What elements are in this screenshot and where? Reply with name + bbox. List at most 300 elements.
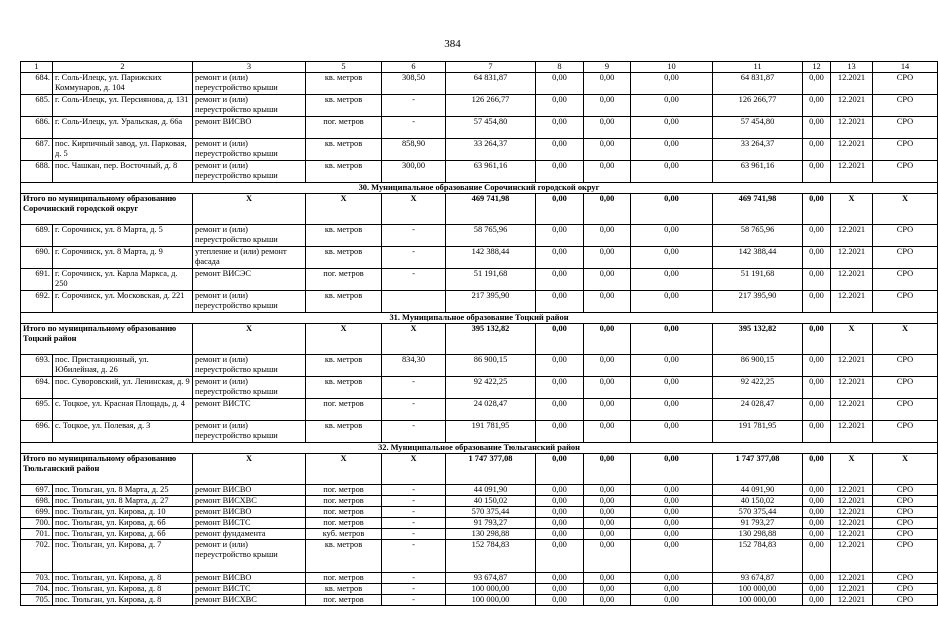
table-row: [21, 377, 938, 399]
method: СРО: [873, 540, 938, 573]
section-header-row: [21, 443, 938, 454]
cell: 100 000,00: [713, 595, 803, 606]
cell: 0,00: [803, 225, 831, 247]
table-row: [21, 507, 938, 518]
table-row: [21, 269, 938, 291]
cell: 0,00: [631, 584, 713, 595]
cell: 0,00: [536, 595, 584, 606]
total-cost: 130 298,88: [446, 529, 536, 540]
total-cell: X: [193, 194, 306, 225]
cell: 64 831,87: [713, 73, 803, 95]
quantity: [382, 291, 446, 313]
cell: 0,00: [536, 529, 584, 540]
deadline: 12.2021: [831, 355, 873, 377]
work-type: ремонт ВИСЭС: [193, 269, 306, 291]
cell: 0,00: [584, 73, 631, 95]
row-number: 691.: [21, 269, 53, 291]
total-cell: 1 747 377,08: [713, 454, 803, 485]
deadline: 12.2021: [831, 161, 873, 183]
total-cost: 92 422,25: [446, 377, 536, 399]
unit: пог. метров: [306, 573, 382, 584]
cell: 0,00: [631, 485, 713, 496]
cell: 63 961,16: [713, 161, 803, 183]
work-type: ремонт и (или) переустройство крыши: [193, 95, 306, 117]
quantity: -: [382, 529, 446, 540]
section-header-row: [21, 313, 938, 324]
total-cost: 24 028,47: [446, 399, 536, 421]
cell: 0,00: [631, 518, 713, 529]
cell: 40 150,02: [713, 496, 803, 507]
method: СРО: [873, 399, 938, 421]
cell: 0,00: [584, 507, 631, 518]
unit: кв. метров: [306, 540, 382, 573]
address: пос. Пристанционный, ул. Юбилейная, д. 26: [53, 355, 193, 377]
work-type: ремонт и (или) переустройство крыши: [193, 355, 306, 377]
cell: 0,00: [803, 540, 831, 573]
section-header-row: [21, 183, 938, 194]
row-number: 701.: [21, 529, 53, 540]
method: СРО: [873, 507, 938, 518]
deadline: 12.2021: [831, 584, 873, 595]
unit: кв. метров: [306, 139, 382, 161]
unit: кв. метров: [306, 95, 382, 117]
cell: 0,00: [803, 291, 831, 313]
total-cell: 395 132,82: [713, 324, 803, 355]
cell: 0,00: [536, 225, 584, 247]
method: СРО: [873, 573, 938, 584]
total-cell: X: [193, 454, 306, 485]
cell: 0,00: [631, 595, 713, 606]
column-header: 7: [446, 62, 536, 73]
cell: 0,00: [631, 73, 713, 95]
unit: пог. метров: [306, 518, 382, 529]
address: пос. Тюльган, ул. Кирова, д. 8: [53, 595, 193, 606]
cell: 142 388,44: [713, 247, 803, 269]
cell: 126 266,77: [713, 95, 803, 117]
total-cost: 51 191,68: [446, 269, 536, 291]
unit: пог. метров: [306, 269, 382, 291]
unit: пог. метров: [306, 507, 382, 518]
unit: пог. метров: [306, 595, 382, 606]
column-header: 5: [306, 62, 382, 73]
cell: 44 091,90: [713, 485, 803, 496]
method: СРО: [873, 595, 938, 606]
cell: 0,00: [536, 584, 584, 595]
cell: 0,00: [584, 161, 631, 183]
total-cost: 57 454,80: [446, 117, 536, 139]
cell: 0,00: [536, 355, 584, 377]
quantity: -: [382, 485, 446, 496]
quantity: -: [382, 247, 446, 269]
cell: 58 765,96: [713, 225, 803, 247]
table-row: [21, 573, 938, 584]
cell: 91 793,27: [713, 518, 803, 529]
cell: 152 784,83: [713, 540, 803, 573]
work-type: утепление и (или) ремонт фасада: [193, 247, 306, 269]
total-cell: X: [873, 194, 938, 225]
cell: 0,00: [536, 247, 584, 269]
work-type: ремонт ВИСВО: [193, 485, 306, 496]
row-number: 688.: [21, 161, 53, 183]
table-row: [21, 540, 938, 573]
total-cost: 191 781,95: [446, 421, 536, 443]
column-header: 14: [873, 62, 938, 73]
total-cell: 0,00: [803, 194, 831, 225]
method: СРО: [873, 377, 938, 399]
address: пос. Тюльган, ул. Кирова, д. 6б: [53, 529, 193, 540]
cell: 0,00: [536, 139, 584, 161]
total-cell: 0,00: [631, 454, 713, 485]
cell: 0,00: [584, 225, 631, 247]
work-type: ремонт и (или) переустройство крыши: [193, 73, 306, 95]
cell: 0,00: [631, 139, 713, 161]
cell: 0,00: [631, 573, 713, 584]
cell: 0,00: [803, 529, 831, 540]
table-row: [21, 95, 938, 117]
section-title: 31. Муниципальное образование Тоцкий район: [21, 313, 938, 324]
total-cell: X: [306, 454, 382, 485]
page-number: 384: [444, 38, 461, 50]
cell: 0,00: [584, 291, 631, 313]
table-row: [21, 421, 938, 443]
cell: 0,00: [584, 117, 631, 139]
cell: 0,00: [584, 518, 631, 529]
address: пос. Тюльган, ул. Кирова, д. 8: [53, 584, 193, 595]
address: г. Сорочинск, ул. 8 Марта, д. 5: [53, 225, 193, 247]
method: СРО: [873, 518, 938, 529]
column-header: 2: [53, 62, 193, 73]
section-title: 32. Муниципальное образование Тюльганский район: [21, 443, 938, 454]
column-header: 6: [382, 62, 446, 73]
cell: 130 298,88: [713, 529, 803, 540]
quantity: -: [382, 540, 446, 573]
work-type: ремонт и (или) переустройство крыши: [193, 377, 306, 399]
address: г. Сорочинск, ул. Московская, д. 221: [53, 291, 193, 313]
method: СРО: [873, 496, 938, 507]
method: СРО: [873, 291, 938, 313]
work-type: ремонт ВИСВО: [193, 573, 306, 584]
total-cell: 469 741,98: [713, 194, 803, 225]
cell: 0,00: [584, 496, 631, 507]
cell: 0,00: [803, 73, 831, 95]
cell: 0,00: [536, 377, 584, 399]
cell: 0,00: [631, 507, 713, 518]
row-number: 695.: [21, 399, 53, 421]
row-number: 699.: [21, 507, 53, 518]
total-cell: 0,00: [803, 454, 831, 485]
work-type: ремонт и (или) переустройство крыши: [193, 225, 306, 247]
quantity: -: [382, 421, 446, 443]
total-cost: 93 674,87: [446, 573, 536, 584]
total-cost: 217 395,90: [446, 291, 536, 313]
cell: 0,00: [584, 355, 631, 377]
cell: 24 028,47: [713, 399, 803, 421]
method: СРО: [873, 117, 938, 139]
total-cost: 58 765,96: [446, 225, 536, 247]
work-type: ремонт и (или) переустройство крыши: [193, 139, 306, 161]
cell: 191 781,95: [713, 421, 803, 443]
cell: 0,00: [536, 117, 584, 139]
work-type: ремонт ВИСХВС: [193, 496, 306, 507]
quantity: 834,30: [382, 355, 446, 377]
total-cost: 91 793,27: [446, 518, 536, 529]
total-cell: X: [831, 324, 873, 355]
cell: 0,00: [631, 355, 713, 377]
row-number: 703.: [21, 573, 53, 584]
total-cost: 570 375,44: [446, 507, 536, 518]
cell: 0,00: [536, 291, 584, 313]
address: пос. Суворовский, ул. Ленинская, д. 9: [53, 377, 193, 399]
cell: 0,00: [536, 573, 584, 584]
table-row: [21, 518, 938, 529]
table-row: [21, 529, 938, 540]
total-cell: 0,00: [584, 454, 631, 485]
method: СРО: [873, 73, 938, 95]
quantity: 308,50: [382, 73, 446, 95]
total-cell: 0,00: [584, 324, 631, 355]
unit: куб. метров: [306, 529, 382, 540]
cell: 0,00: [536, 540, 584, 573]
cell: 0,00: [584, 247, 631, 269]
total-cell: X: [831, 454, 873, 485]
cell: 0,00: [631, 496, 713, 507]
total-cell: 0,00: [536, 454, 584, 485]
deadline: 12.2021: [831, 529, 873, 540]
table-row: [21, 584, 938, 595]
cell: 0,00: [803, 161, 831, 183]
unit: кв. метров: [306, 355, 382, 377]
quantity: -: [382, 225, 446, 247]
capital-repair-table: [20, 61, 914, 606]
quantity: -: [382, 377, 446, 399]
total-row: [21, 194, 938, 225]
work-type: ремонт ВИСВО: [193, 117, 306, 139]
column-header: 8: [536, 62, 584, 73]
cell: 93 674,87: [713, 573, 803, 584]
total-label: Итого по муниципальному образованию Тюльганский район: [21, 454, 193, 485]
address: пос. Тюльган, ул. 8 Марта, д. 27: [53, 496, 193, 507]
table-row: [21, 355, 938, 377]
table-row: [21, 139, 938, 161]
method: СРО: [873, 421, 938, 443]
work-type: ремонт и (или) переустройство крыши: [193, 421, 306, 443]
cell: 0,00: [803, 573, 831, 584]
cell: 0,00: [536, 269, 584, 291]
deadline: 12.2021: [831, 117, 873, 139]
row-number: 685.: [21, 95, 53, 117]
total-cost: 100 000,00: [446, 595, 536, 606]
total-cell: X: [873, 324, 938, 355]
total-cost: 33 264,37: [446, 139, 536, 161]
method: СРО: [873, 529, 938, 540]
cell: 0,00: [803, 421, 831, 443]
cell: 0,00: [631, 540, 713, 573]
row-number: 694.: [21, 377, 53, 399]
total-cell: 0,00: [631, 194, 713, 225]
cell: 0,00: [631, 269, 713, 291]
total-cell: X: [831, 194, 873, 225]
deadline: 12.2021: [831, 269, 873, 291]
unit: кв. метров: [306, 161, 382, 183]
cell: 92 422,25: [713, 377, 803, 399]
cell: 0,00: [803, 518, 831, 529]
work-type: ремонт и (или) переустройство крыши: [193, 540, 306, 573]
total-cell: 0,00: [803, 324, 831, 355]
row-number: 689.: [21, 225, 53, 247]
total-cell: X: [873, 454, 938, 485]
address: пос. Тюльган, ул. Кирова, д. 7: [53, 540, 193, 573]
address: г. Соль-Илецк, ул. Уральская, д. 66а: [53, 117, 193, 139]
total-cost: 63 961,16: [446, 161, 536, 183]
row-number: 690.: [21, 247, 53, 269]
row-number: 687.: [21, 139, 53, 161]
cell: 0,00: [803, 269, 831, 291]
unit: пог. метров: [306, 399, 382, 421]
column-header: 13: [831, 62, 873, 73]
total-cell: X: [306, 324, 382, 355]
row-number: 692.: [21, 291, 53, 313]
table-row: [21, 247, 938, 269]
address: г. Сорочинск, ул. Карла Маркса, д. 250: [53, 269, 193, 291]
cell: 0,00: [584, 529, 631, 540]
unit: пог. метров: [306, 117, 382, 139]
total-cost: 40 150,02: [446, 496, 536, 507]
cell: 0,00: [584, 421, 631, 443]
cell: 0,00: [584, 540, 631, 573]
cell: 0,00: [631, 291, 713, 313]
cell: 0,00: [803, 247, 831, 269]
table-row: [21, 399, 938, 421]
deadline: 12.2021: [831, 291, 873, 313]
address: пос. Чашкан, пер. Восточный, д. 8: [53, 161, 193, 183]
cell: 57 454,80: [713, 117, 803, 139]
total-cell: 0,00: [631, 324, 713, 355]
cell: 0,00: [536, 399, 584, 421]
cell: 0,00: [536, 161, 584, 183]
address: пос. Тюльган, ул. Кирова, д. 6б: [53, 518, 193, 529]
cell: 570 375,44: [713, 507, 803, 518]
total-cost: 142 388,44: [446, 247, 536, 269]
method: СРО: [873, 584, 938, 595]
cell: 0,00: [536, 496, 584, 507]
cell: 0,00: [803, 139, 831, 161]
deadline: 12.2021: [831, 225, 873, 247]
method: СРО: [873, 139, 938, 161]
total-cost: 44 091,90: [446, 485, 536, 496]
cell: 0,00: [536, 485, 584, 496]
cell: 0,00: [584, 269, 631, 291]
cell: 0,00: [536, 73, 584, 95]
address: с. Тоцкое, ул. Красная Площадь, д. 4: [53, 399, 193, 421]
address: пос. Кирпичный завод, ул. Парковая, д. 5: [53, 139, 193, 161]
cell: 0,00: [584, 95, 631, 117]
cell: 86 900,15: [713, 355, 803, 377]
cell: 217 395,90: [713, 291, 803, 313]
table-row: [21, 73, 938, 95]
cell: 0,00: [631, 399, 713, 421]
quantity: -: [382, 117, 446, 139]
deadline: 12.2021: [831, 540, 873, 573]
deadline: 12.2021: [831, 73, 873, 95]
total-cell: 1 747 377,08: [446, 454, 536, 485]
total-cost: 100 000,00: [446, 584, 536, 595]
unit: кв. метров: [306, 225, 382, 247]
quantity: -: [382, 496, 446, 507]
column-header: 11: [713, 62, 803, 73]
section-title: 30. Муниципальное образование Сорочинский городской округ: [21, 183, 938, 194]
table-row: [21, 485, 938, 496]
work-type: ремонт фундамента: [193, 529, 306, 540]
method: СРО: [873, 161, 938, 183]
unit: кв. метров: [306, 291, 382, 313]
cell: 0,00: [803, 95, 831, 117]
column-header: 1: [21, 62, 53, 73]
column-header: 9: [584, 62, 631, 73]
row-number: 693.: [21, 355, 53, 377]
unit: пог. метров: [306, 496, 382, 507]
cell: 0,00: [584, 573, 631, 584]
cell: 0,00: [584, 595, 631, 606]
quantity: -: [382, 95, 446, 117]
deadline: 12.2021: [831, 247, 873, 269]
cell: 0,00: [631, 377, 713, 399]
row-number: 696.: [21, 421, 53, 443]
row-number: 698.: [21, 496, 53, 507]
total-cost: 152 784,83: [446, 540, 536, 573]
column-header-row: [21, 62, 938, 73]
quantity: -: [382, 584, 446, 595]
quantity: -: [382, 269, 446, 291]
total-cell: X: [382, 194, 446, 225]
cell: 0,00: [584, 584, 631, 595]
total-cell: X: [306, 194, 382, 225]
cell: 51 191,68: [713, 269, 803, 291]
cell: 33 264,37: [713, 139, 803, 161]
method: СРО: [873, 95, 938, 117]
total-cell: 469 741,98: [446, 194, 536, 225]
table-row: [21, 496, 938, 507]
work-type: ремонт ВИСТС: [193, 584, 306, 595]
table-row: [21, 291, 938, 313]
row-number: 686.: [21, 117, 53, 139]
cell: 0,00: [584, 399, 631, 421]
cell: 0,00: [631, 161, 713, 183]
unit: кв. метров: [306, 421, 382, 443]
total-row: [21, 454, 938, 485]
total-cost: 86 900,15: [446, 355, 536, 377]
work-type: ремонт и (или) переустройство крыши: [193, 161, 306, 183]
deadline: 12.2021: [831, 485, 873, 496]
unit: пог. метров: [306, 485, 382, 496]
unit: кв. метров: [306, 73, 382, 95]
quantity: -: [382, 507, 446, 518]
work-type: ремонт ВИСВО: [193, 507, 306, 518]
cell: 0,00: [803, 507, 831, 518]
cell: 0,00: [536, 95, 584, 117]
quantity: 300,00: [382, 161, 446, 183]
deadline: 12.2021: [831, 518, 873, 529]
cell: 0,00: [631, 117, 713, 139]
quantity: -: [382, 399, 446, 421]
cell: 0,00: [803, 584, 831, 595]
cell: 0,00: [631, 421, 713, 443]
total-cell: 0,00: [536, 194, 584, 225]
cell: 0,00: [631, 529, 713, 540]
unit: кв. метров: [306, 247, 382, 269]
work-type: ремонт ВИСТС: [193, 518, 306, 529]
cell: 0,00: [584, 139, 631, 161]
method: СРО: [873, 225, 938, 247]
